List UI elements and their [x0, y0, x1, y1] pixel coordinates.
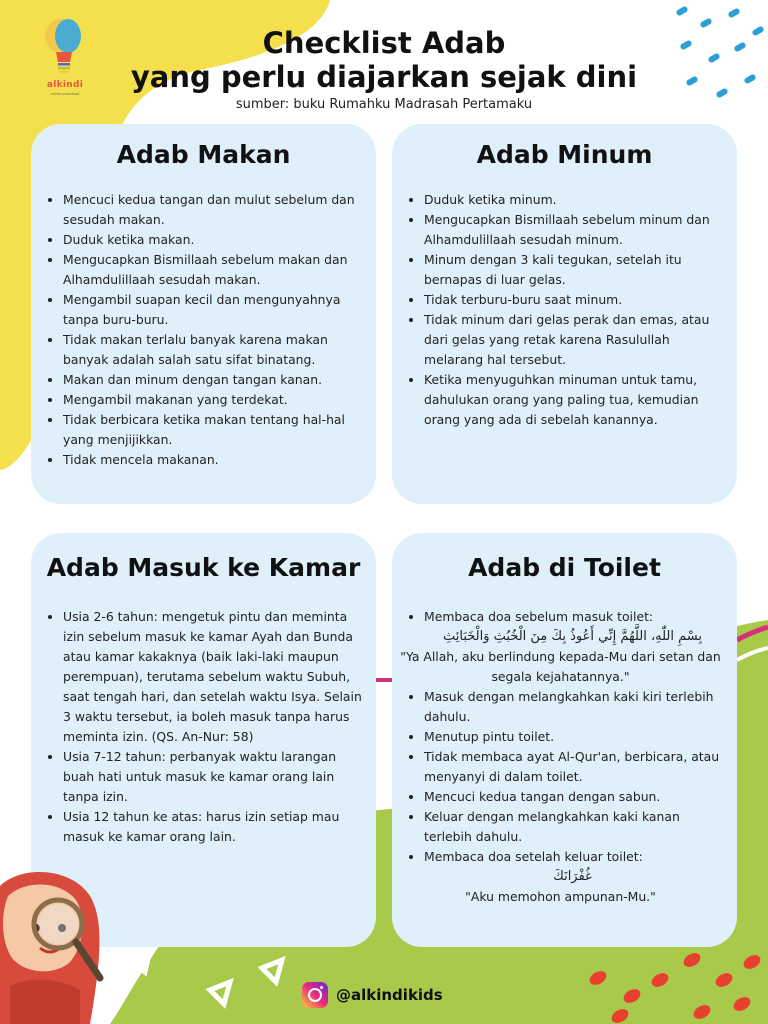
list-item: • Duduk ketika makan. — [63, 230, 364, 250]
list-item: • Tidak terburu-buru saat minum. — [424, 290, 725, 310]
card-adab-makan — [31, 124, 376, 504]
list-item: • Tidak minum dari gelas perak dan emas, atau dari gelas yang retak karena Rasulullah melarang hal tersebut. — [424, 310, 725, 370]
list-item: • Mengucapkan Bismillaah sebelum makan dan Alhamdulillaah sesudah makan. — [63, 250, 364, 290]
card-title: Adab Masuk ke Kamar — [46, 553, 361, 582]
page-title — [100, 26, 668, 94]
teal-dots — [675, 5, 764, 98]
title-line-1: Checklist Adab — [262, 26, 506, 60]
list-item: • Masuk dengan melangkahkan kaki kiri terlebih dahulu. — [424, 687, 725, 727]
doa-keluar-arabic: غُفْرَانَكَ — [553, 869, 592, 884]
list-item: • Duduk ketika minum. — [424, 190, 725, 210]
list-item: • Mengambil suapan kecil dan mengunyahnya tanpa buru-buru. — [63, 290, 364, 330]
title-line-2: yang perlu diajarkan sejak dini — [130, 60, 638, 94]
list-item: • Mengucapkan Bismillaah sebelum minum dan Alhamdulillaah sesudah minum. — [424, 210, 725, 250]
card-title: Adab Minum — [476, 140, 653, 169]
card-adab-toilet — [392, 533, 737, 947]
list-item-text: Membaca doa setelah keluar toilet: — [424, 849, 643, 864]
source-note: sumber: buku Rumahku Madrasah Pertamaku — [235, 97, 533, 112]
list-item-text: Membaca doa sebelum masuk toilet: — [424, 609, 654, 624]
checklist — [31, 605, 376, 847]
checklist — [392, 184, 737, 430]
list-item: • Usia 2-6 tahun: mengetuk pintu dan meminta izin sebelum masuk ke kamar Ayah dan Bunda atau kamar kakaknya (baik laki-laki maupun perempuan), terutama sebelum waktu Subuh, saat tengah hari, dan setelah waktu Isya. Selain 3 waktu tersebut, ia boleh masuk tanpa harus meminta izin. (QS. An-Nur: 58) — [63, 607, 364, 747]
card-adab-minum — [392, 124, 737, 504]
list-item: • Mengambil makanan yang terdekat. — [63, 390, 364, 410]
list-item: • Menutup pintu toilet. — [424, 727, 725, 747]
checklist — [31, 184, 376, 470]
footer-social[interactable] — [302, 982, 443, 1008]
list-item — [424, 847, 725, 907]
logo-tagline: online preschool — [50, 92, 80, 96]
instagram-handle[interactable]: @alkindikids — [336, 986, 443, 1004]
card-title: Adab di Toilet — [468, 553, 661, 582]
list-item: • Keluar dengan melangkahkan kaki kanan terlebih dahulu. — [424, 807, 725, 847]
list-item: • Ketika menyuguhkan minuman untuk tamu, dahulukan orang yang paling tua, kemudian orang yang ada di sebelah kanannya. — [424, 370, 725, 430]
checklist — [392, 605, 737, 907]
list-item — [400, 607, 725, 687]
card-title: Adab Makan — [116, 140, 291, 169]
list-item: • Usia 12 tahun ke atas: harus izin setiap mau masuk ke kamar orang lain. — [63, 807, 364, 847]
doa-keluar-meaning: "Aku memohon ampunan-Mu." — [465, 889, 656, 904]
list-item: • Mencuci kedua tangan dan mulut sebelum dan sesudah makan. — [63, 190, 364, 230]
girl-magnifier-illustration — [0, 866, 110, 1024]
list-item: • Minum dengan 3 kali tegukan, setelah itu bernapas di luar gelas. — [424, 250, 725, 290]
list-item: • Tidak berbicara ketika makan tentang hal-hal yang menjijikkan. — [63, 410, 364, 450]
list-item: • Mencuci kedua tangan dengan sabun. — [424, 787, 725, 807]
list-item: • Tidak membaca ayat Al-Qur'an, berbicara, atau menyanyi di dalam toilet. — [424, 747, 725, 787]
alkindi-logo — [30, 12, 100, 104]
doa-masuk-arabic: بِسْمِ اللّٰهِ، اللَّهُمَّ إِنِّي أَعُوذُ بِكَ مِنَ الْخُبُثِ وَالْخَبَائِثِ — [442, 629, 703, 644]
lightbulb-icon — [30, 12, 100, 82]
logo-name: alkindi — [46, 80, 84, 90]
list-item: • Makan dan minum dengan tangan kanan. — [63, 370, 364, 390]
list-item: • Tidak makan terlalu banyak karena makan banyak adalah salah satu sifat binatang. — [63, 330, 364, 370]
list-item: • Usia 7-12 tahun: perbanyak waktu larangan buah hati untuk masuk ke kamar orang lain tanpa izin. — [63, 747, 364, 807]
instagram-icon — [302, 982, 328, 1008]
list-item: • Tidak mencela makanan. — [63, 450, 364, 470]
doa-masuk-meaning: "Ya Allah, aku berlindung kepada-Mu dari setan dan segala kejahatannya." — [400, 649, 721, 684]
